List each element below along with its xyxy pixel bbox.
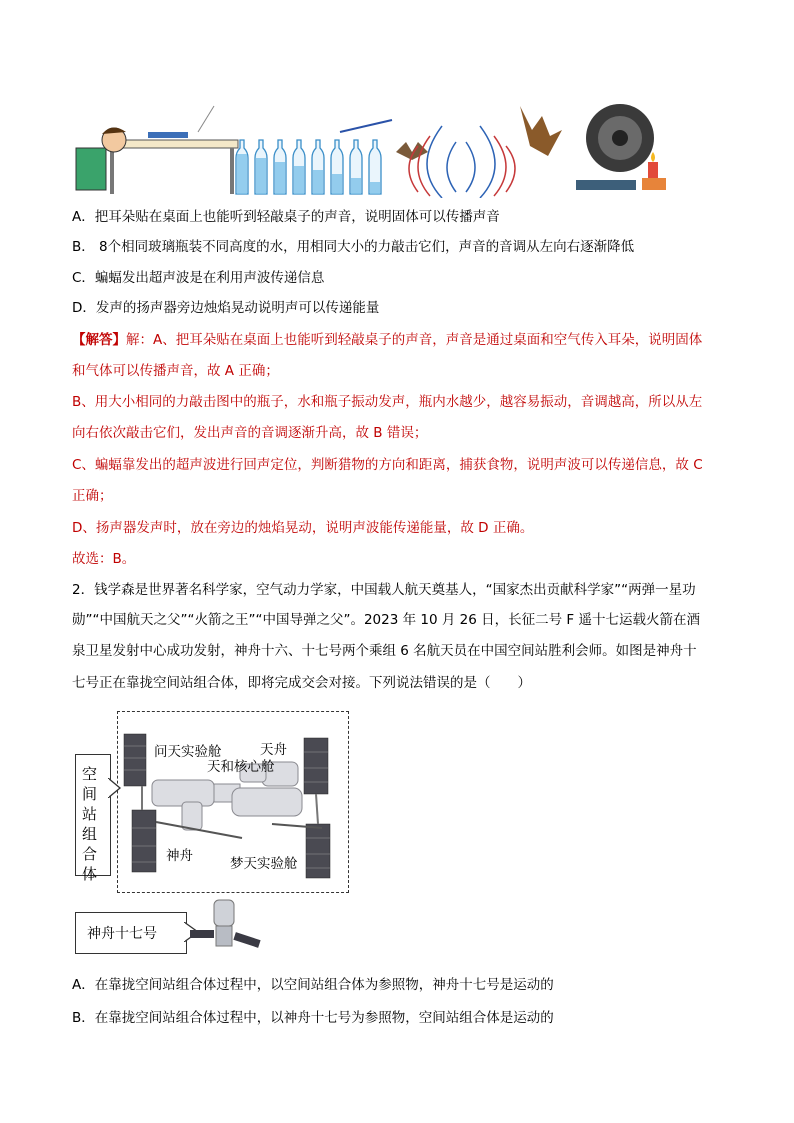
solution-tag: 【解答】 <box>72 332 126 348</box>
speaker-candle-figure <box>576 104 666 190</box>
solution-line-1 <box>72 330 702 350</box>
shenzhou17-spacecraft <box>190 896 270 966</box>
solution-line-6: 正确； <box>72 488 113 504</box>
q2-line-2: 勋”“中国航天之父”“火箭之王”“中国导弹之父”。2023 年 10 月 26 日，长征二号 F 遥十七运载火箭在酒 <box>72 612 700 628</box>
q2-option-b: B．在靠拢空间站组合体过程中，以神舟十七号为参照物，空间站组合体是运动的 <box>72 1010 554 1026</box>
solution-line-7: D、扬声器发声时，放在旁边的烛焰晃动，说明声波能传递能量，故 D 正确。 <box>72 520 534 536</box>
q2-line-3: 泉卫星发射中心成功发射，神舟十六、十七号两个乘组 6 名航天员在中国空间站胜利会师。如图是神舟十 <box>72 643 697 659</box>
solution-line-4: 向右依次敲击它们，发出声音的音调逐渐升高，故 B 错误； <box>72 425 428 441</box>
space-station-figure <box>72 708 362 968</box>
boy-ear-on-desk-figure <box>76 106 238 194</box>
sound-experiments-illustration <box>70 96 670 198</box>
stick-figure <box>340 120 392 132</box>
station-label: 空间站组合体 <box>82 765 98 883</box>
q1-option-a: A．把耳朵贴在桌面上也能听到轻敲桌子的声音，说明固体可以传播声音 <box>72 209 500 225</box>
shenzhou17-label: 神舟十七号 <box>87 926 157 942</box>
label-tianhe: 天和核心舱 <box>207 759 275 775</box>
bat-ultrasound-figure <box>396 106 562 198</box>
q2-line-4: 七号正在靠拢空间站组合体，即将完成交会对接。下列说法错误的是（ ） <box>72 675 531 691</box>
label-wentian: 问天实验舱 <box>154 744 222 760</box>
callout-arrow <box>108 778 122 798</box>
label-tianzhou: 天舟 <box>260 742 287 758</box>
solution-line-5: C、蝙蝠靠发出的超声波进行回声定位，判断猎物的方向和距离，捕获食物，说明声波可以传递信息，故 C <box>72 457 703 473</box>
solution-line-8: 故选：B。 <box>72 551 136 567</box>
q1-option-b: B． 8个相同玻璃瓶装不同高度的水，用相同大小的力敲击它们，声音的音调从左向右逐渐降低 <box>72 239 635 255</box>
label-shenzhou: 神舟 <box>166 848 193 864</box>
q2-option-a: A．在靠拢空间站组合体过程中，以空间站组合体为参照物，神舟十七号是运动的 <box>72 977 554 993</box>
solution-line-2: 和气体可以传播声音，故 A 正确； <box>72 363 279 379</box>
solution-line-3: B、用大小相同的力敲击图中的瓶子，水和瓶子振动发声，瓶内水越少，越容易振动，音调越高，所以从左 <box>72 394 703 410</box>
q1-option-c: C．蝙蝠发出超声波是在利用声波传递信息 <box>72 270 325 286</box>
label-mengtian: 梦天实验舱 <box>230 856 298 872</box>
q2-line-1: 2．钱学森是世界著名科学家，空气动力学家，中国载人航天奠基人，“国家杰出贡献科学家”“两弹一星功 <box>72 582 696 598</box>
solution-line-1-text: 解：A、把耳朵贴在桌面上也能听到轻敲桌子的声音，声音是通过桌面和空气传入耳朵，说明固体 <box>126 332 703 348</box>
q1-option-d: D．发声的扬声器旁边烛焰晃动说明声可以传递能量 <box>72 300 380 316</box>
